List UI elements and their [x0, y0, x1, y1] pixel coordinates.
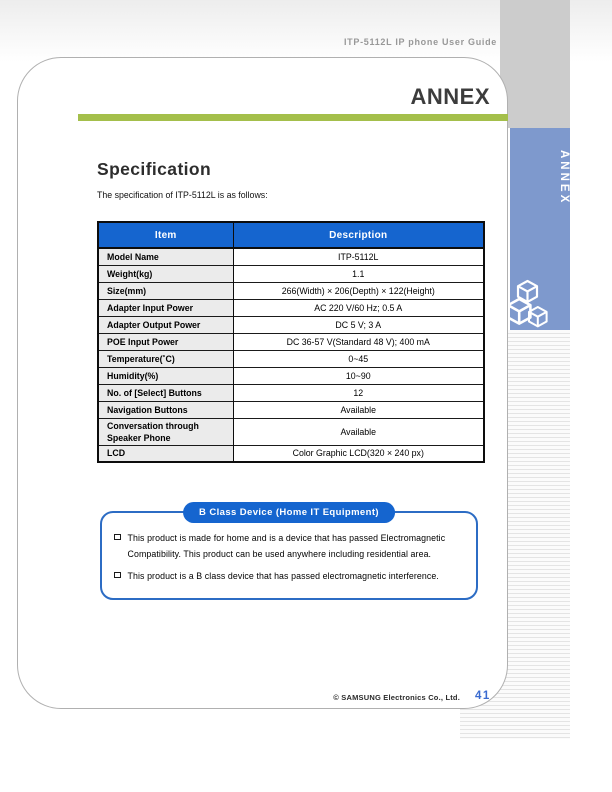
spec-description-cell: 266(Width) × 206(Depth) × 122(Height) — [233, 282, 484, 299]
spec-description-cell: 0~45 — [233, 350, 484, 367]
spec-item-cell: POE Input Power — [98, 333, 233, 350]
notice-title-pill: B Class Device (Home IT Equipment) — [183, 502, 395, 523]
spec-table-body — [98, 248, 484, 462]
table-row — [98, 401, 484, 418]
annex-tab-label: ANNEX — [558, 150, 570, 206]
spec-description-cell: ITP-5112L — [233, 248, 484, 265]
table-row — [98, 350, 484, 367]
spec-description-cell: Available — [233, 401, 484, 418]
spec-item-cell: Temperature(˚C) — [98, 350, 233, 367]
square-bullet-icon — [114, 534, 121, 541]
spec-table-header-item: Item — [98, 222, 233, 248]
table-row — [98, 445, 484, 462]
table-row — [98, 299, 484, 316]
list-item — [114, 568, 464, 584]
spec-description-cell: Available — [233, 418, 484, 445]
notice-box — [100, 507, 478, 600]
spec-item-cell: No. of [Select] Buttons — [98, 384, 233, 401]
table-row — [98, 265, 484, 282]
table-row — [98, 367, 484, 384]
spec-description-cell: DC 36-57 V(Standard 48 V); 400 mA — [233, 333, 484, 350]
cube-icon — [508, 299, 530, 324]
table-row — [98, 316, 484, 333]
spec-item-cell: Adapter Output Power — [98, 316, 233, 333]
green-accent-bar — [78, 114, 508, 121]
cube-icons — [510, 128, 570, 330]
spec-item-cell: Adapter Input Power — [98, 299, 233, 316]
spec-item-cell: LCD — [98, 445, 233, 462]
spec-item-cell: Humidity(%) — [98, 367, 233, 384]
spec-table-header-row — [98, 222, 484, 248]
spec-item-cell: Conversation through Speaker Phone — [98, 418, 233, 445]
section-intro: The specification of ITP-5112L is as follows: — [97, 190, 268, 200]
spec-description-cell: Color Graphic LCD(320 × 240 px) — [233, 445, 484, 462]
square-bullet-icon — [114, 572, 121, 579]
spec-item-cell: Model Name — [98, 248, 233, 265]
spec-description-cell: DC 5 V; 3 A — [233, 316, 484, 333]
section-title: Specification — [97, 159, 212, 179]
annex-heading: ANNEX — [410, 84, 490, 109]
list-item — [114, 530, 464, 562]
right-gray-strip — [500, 0, 570, 128]
spec-table-header-description: Description — [233, 222, 484, 248]
notice-item-text: This product is a B class device that has passed electromagnetic interference. — [127, 571, 439, 581]
notice-item-text: This product is made for home and is a device that has passed Electromagnetic Compatibility. This product can be used anywhere including residential area. — [127, 533, 446, 559]
table-row — [98, 418, 484, 445]
footer-copyright: © SAMSUNG Electronics Co., Ltd. — [333, 693, 460, 702]
page-number: 41 — [475, 690, 491, 702]
table-row — [98, 384, 484, 401]
table-row — [98, 333, 484, 350]
annex-side-tab — [510, 128, 570, 330]
spec-description-cell: 10~90 — [233, 367, 484, 384]
spec-item-cell: Weight(kg) — [98, 265, 233, 282]
table-row — [98, 282, 484, 299]
spec-table — [97, 221, 485, 463]
spec-description-cell: 1.1 — [233, 265, 484, 282]
notice-list — [112, 530, 466, 584]
spec-description-cell: AC 220 V/60 Hz; 0.5 A — [233, 299, 484, 316]
spec-item-cell: Size(mm) — [98, 282, 233, 299]
spec-item-cell: Navigation Buttons — [98, 401, 233, 418]
doc-title: ITP-5112L IP phone User Guide — [343, 37, 497, 47]
spec-description-cell: 12 — [233, 384, 484, 401]
table-row — [98, 248, 484, 265]
